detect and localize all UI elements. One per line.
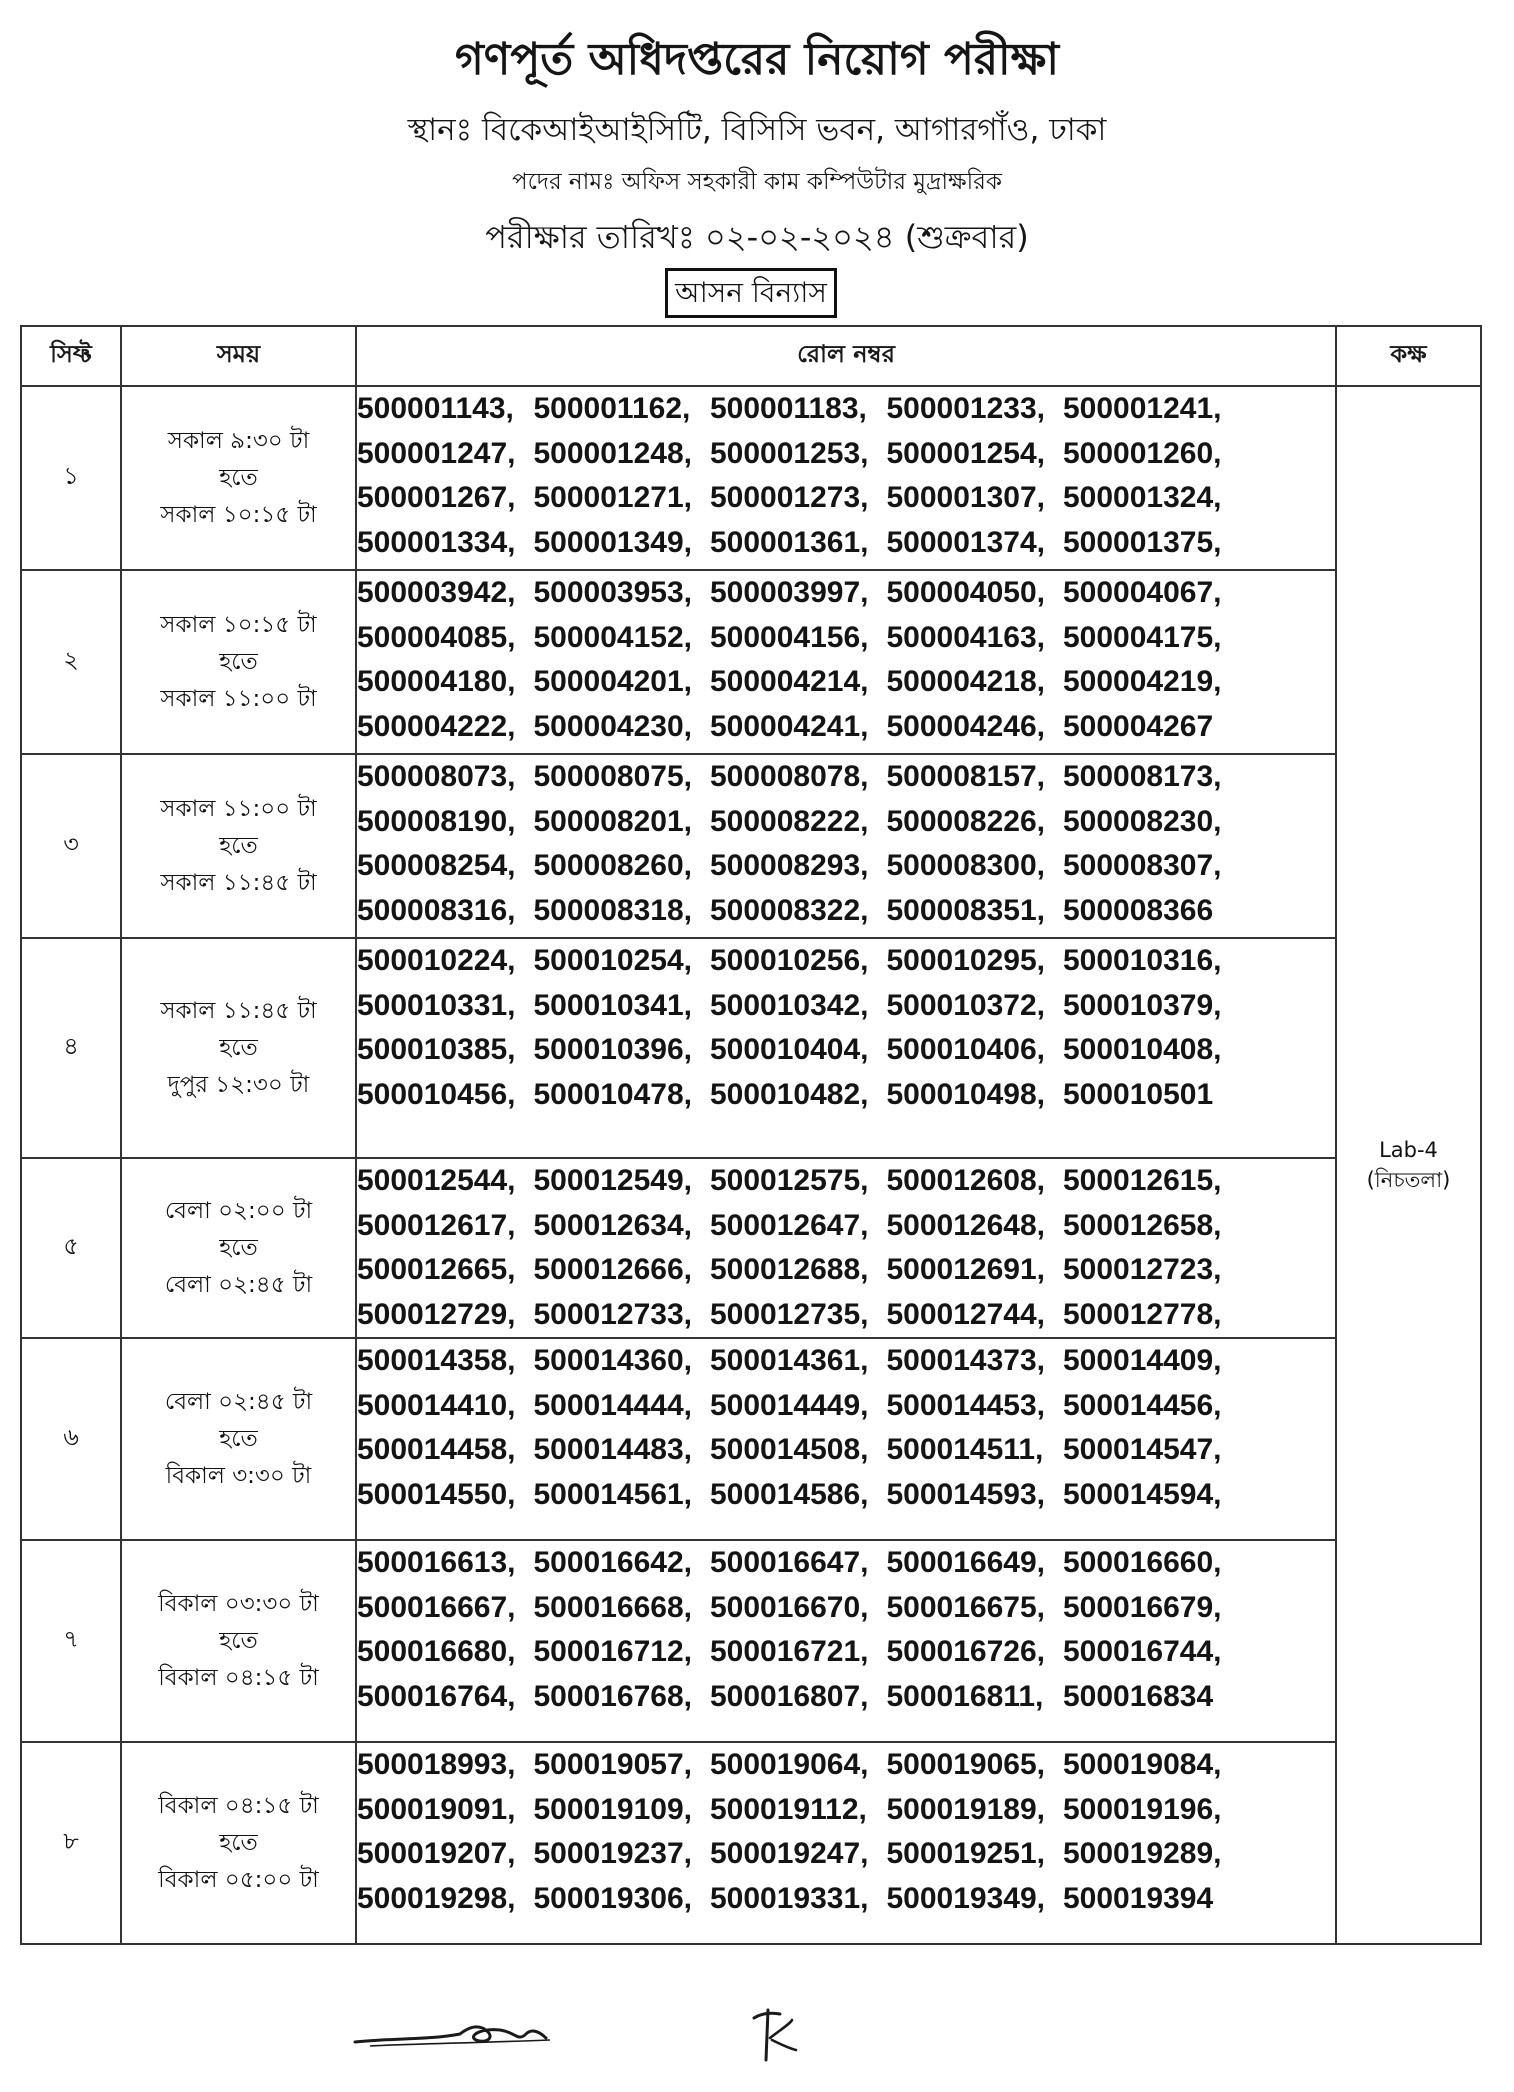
roll-number: 500008318, xyxy=(533,893,692,927)
roll-number: 500010406, xyxy=(886,1033,1045,1066)
roll-number: 500019331, xyxy=(710,1881,869,1915)
roll-number: 500019109, xyxy=(533,1792,692,1826)
roll-number: 500016811, xyxy=(886,1679,1044,1713)
column-header-roll: রোল নম্বর xyxy=(356,326,1336,386)
roll-number: 500003953, xyxy=(533,576,692,609)
roll-number: 500014360, xyxy=(533,1344,692,1377)
time-line: বেলা ০২:৪৫ টা xyxy=(164,1271,313,1298)
roll-numbers-cell xyxy=(356,1338,1336,1540)
roll-number: 500019057, xyxy=(533,1748,692,1781)
roll-number: 500016712, xyxy=(533,1635,692,1668)
time-line: সকাল ১০:১৫ টা xyxy=(160,611,317,638)
roll-number: 500012723, xyxy=(1063,1253,1222,1286)
roll-number: 500001267, xyxy=(357,481,516,514)
roll-number: 500010501 xyxy=(1063,1077,1214,1111)
roll-number: 500012688, xyxy=(710,1253,869,1286)
roll-number: 500010316, xyxy=(1063,944,1222,977)
roll-number: 500012733, xyxy=(533,1297,692,1331)
shift-row xyxy=(21,570,1481,754)
roll-number: 500016647, xyxy=(710,1546,869,1579)
seating-arrangement-label: আসন বিন্যাস xyxy=(665,268,837,318)
time-line: সকাল ১১:০০ টা xyxy=(160,685,317,712)
roll-number: 500014361, xyxy=(710,1344,869,1377)
roll-number: 500016680, xyxy=(357,1635,516,1668)
roll-number-list xyxy=(357,387,1335,565)
roll-number: 500010372, xyxy=(886,988,1045,1022)
signature-left xyxy=(350,2010,590,2060)
roll-number: 500001247, xyxy=(357,436,516,470)
roll-number: 500004175, xyxy=(1063,620,1222,654)
roll-number: 500016613, xyxy=(357,1546,516,1579)
roll-number: 500014586, xyxy=(710,1477,869,1511)
roll-number: 500010256, xyxy=(710,944,869,977)
roll-number: 500019196, xyxy=(1063,1792,1222,1826)
roll-number: 500004180, xyxy=(357,665,516,698)
roll-number: 500012544, xyxy=(357,1164,516,1197)
shift-time xyxy=(121,1338,356,1540)
roll-number: 500014373, xyxy=(886,1344,1045,1377)
roll-number: 500001183, xyxy=(710,392,867,425)
time-line: হতে xyxy=(219,1034,258,1061)
roll-number: 500019349, xyxy=(886,1881,1045,1915)
shift-number: ২ xyxy=(21,570,121,754)
roll-numbers-cell xyxy=(356,386,1336,570)
shift-time xyxy=(121,386,356,570)
roll-number: 500001361, xyxy=(710,525,869,559)
roll-number: 500014593, xyxy=(886,1477,1045,1511)
roll-number: 500004241, xyxy=(710,709,869,743)
roll-number: 500012729, xyxy=(357,1297,516,1331)
time-line: সকাল ১১:০০ টা xyxy=(160,795,317,822)
roll-number: 500008073, xyxy=(357,760,516,793)
roll-number: 500012634, xyxy=(533,1208,692,1242)
roll-number: 500001248, xyxy=(533,436,692,470)
roll-number: 500008300, xyxy=(886,849,1045,882)
roll-number: 500012658, xyxy=(1063,1208,1222,1242)
roll-number: 500016744, xyxy=(1063,1635,1222,1668)
roll-number: 500012735, xyxy=(710,1297,869,1331)
time-line: হতে xyxy=(219,1425,258,1452)
roll-number: 500004219, xyxy=(1063,665,1222,698)
roll-number: 500001271, xyxy=(533,481,692,514)
roll-number: 500008254, xyxy=(357,849,516,882)
roll-number: 500001324, xyxy=(1063,481,1222,514)
roll-number: 500012549, xyxy=(533,1164,692,1197)
roll-number: 500012778, xyxy=(1063,1297,1222,1331)
roll-number: 500019084, xyxy=(1063,1748,1222,1781)
roll-number: 500019394 xyxy=(1063,1881,1214,1915)
roll-number-list xyxy=(357,1541,1335,1719)
roll-number: 500019298, xyxy=(357,1881,516,1915)
roll-number: 500019112, xyxy=(710,1792,867,1826)
roll-number: 500012691, xyxy=(886,1253,1045,1286)
roll-number: 500008316, xyxy=(357,893,516,927)
roll-number: 500014547, xyxy=(1063,1433,1222,1466)
roll-numbers-cell xyxy=(356,938,1336,1158)
exam-date: পরীক্ষার তারিখঃ ০২-০২-২০২৪ (শুক্রবার) xyxy=(485,218,1029,256)
roll-number: 500014456, xyxy=(1063,1388,1222,1422)
shift-time xyxy=(121,1742,356,1944)
shift-time xyxy=(121,1158,356,1338)
roll-number: 500019091, xyxy=(357,1792,516,1826)
roll-number: 500008075, xyxy=(533,760,692,793)
roll-number: 500016675, xyxy=(886,1590,1045,1624)
roll-number-list xyxy=(357,571,1335,749)
roll-number: 500001260, xyxy=(1063,436,1222,470)
time-line: বিকাল ৩:৩০ টা xyxy=(165,1462,312,1489)
roll-number: 500010342, xyxy=(710,988,869,1022)
roll-number: 500016679, xyxy=(1063,1590,1222,1624)
roll-number: 500016642, xyxy=(533,1546,692,1579)
roll-number: 500001307, xyxy=(886,481,1045,514)
roll-number: 500004201, xyxy=(533,665,692,698)
shift-time xyxy=(121,938,356,1158)
roll-number: 500012608, xyxy=(886,1164,1045,1197)
roll-number: 500014508, xyxy=(710,1433,869,1466)
roll-number: 500004152, xyxy=(533,620,692,654)
time-line: বিকাল ০৫:০০ টা xyxy=(158,1866,319,1893)
shift-time xyxy=(121,1540,356,1742)
roll-number: 500012647, xyxy=(710,1208,869,1242)
shift-row xyxy=(21,938,1481,1158)
roll-number-list xyxy=(357,1743,1335,1921)
roll-number-list xyxy=(357,1159,1335,1337)
roll-number: 500010295, xyxy=(886,944,1045,977)
roll-number: 500016649, xyxy=(886,1546,1045,1579)
shift-number: ৩ xyxy=(21,754,121,938)
roll-number: 500004267 xyxy=(1063,709,1214,743)
roll-number: 500004163, xyxy=(886,620,1045,654)
roll-number: 500001253, xyxy=(710,436,869,470)
column-header-room: কক্ষ xyxy=(1336,326,1481,386)
roll-number: 500010498, xyxy=(886,1077,1045,1111)
roll-number: 500016768, xyxy=(533,1679,692,1713)
roll-number: 500001334, xyxy=(357,525,516,559)
roll-number: 500014409, xyxy=(1063,1344,1222,1377)
roll-number: 500010385, xyxy=(357,1033,516,1066)
shift-number: ৫ xyxy=(21,1158,121,1338)
roll-number: 500012575, xyxy=(710,1164,869,1197)
roll-number: 500008260, xyxy=(533,849,692,882)
roll-number: 500008307, xyxy=(1063,849,1222,882)
roll-number: 500004222, xyxy=(357,709,516,743)
shift-number: ৬ xyxy=(21,1338,121,1540)
roll-number: 500016660, xyxy=(1063,1546,1222,1579)
roll-number: 500008173, xyxy=(1063,760,1222,793)
roll-numbers-cell xyxy=(356,1540,1336,1742)
roll-number: 500001273, xyxy=(710,481,869,514)
roll-number: 500004230, xyxy=(533,709,692,743)
roll-number: 500016834 xyxy=(1063,1679,1214,1713)
shift-row xyxy=(21,1540,1481,1742)
roll-numbers-cell xyxy=(356,570,1336,754)
seating-table xyxy=(20,325,1482,1945)
roll-number: 500012615, xyxy=(1063,1164,1222,1197)
roll-number: 500019065, xyxy=(886,1748,1045,1781)
shift-number: ৪ xyxy=(21,938,121,1158)
roll-number: 500014550, xyxy=(357,1477,516,1511)
shift-row xyxy=(21,754,1481,938)
exam-venue: স্থানঃ বিকেআইআইসিটি, বিসিসি ভবন, আগারগাঁও, ঢাকা xyxy=(407,112,1107,148)
roll-number: 500004156, xyxy=(710,620,869,654)
time-line: হতে xyxy=(219,648,258,675)
time-line: সকাল ১১:৪৫ টা xyxy=(160,869,317,896)
time-line: দুপুর ১২:৩০ টা xyxy=(167,1071,310,1098)
roll-number: 500004218, xyxy=(886,665,1045,698)
roll-number: 500014449, xyxy=(710,1388,869,1422)
roll-number: 500008078, xyxy=(710,760,869,793)
roll-number: 500001374, xyxy=(886,525,1045,559)
time-line: বিকাল ০৪:১৫ টা xyxy=(158,1664,319,1691)
roll-number: 500012665, xyxy=(357,1253,516,1286)
roll-number: 500014453, xyxy=(886,1388,1045,1422)
time-line: হতে xyxy=(219,1627,258,1654)
roll-number: 500014511, xyxy=(886,1433,1044,1466)
roll-numbers-cell xyxy=(356,754,1336,938)
shift-number: ৮ xyxy=(21,1742,121,1944)
roll-number: 500016807, xyxy=(710,1679,869,1713)
roll-number: 500001162, xyxy=(533,392,691,425)
room-cell xyxy=(1336,386,1481,1944)
roll-number: 500014358, xyxy=(357,1344,516,1377)
roll-number: 500010456, xyxy=(357,1077,516,1111)
roll-number: 500014594, xyxy=(1063,1477,1222,1511)
time-line: বেলা ০২:৪৫ টা xyxy=(164,1388,313,1415)
roll-number-list xyxy=(357,939,1335,1117)
roll-number: 500008366 xyxy=(1063,893,1214,927)
roll-number: 500010379, xyxy=(1063,988,1222,1022)
roll-number: 500014444, xyxy=(533,1388,692,1422)
roll-number: 500012617, xyxy=(357,1208,516,1242)
roll-number: 500016667, xyxy=(357,1590,516,1624)
roll-number: 500010254, xyxy=(533,944,692,977)
roll-number: 500012744, xyxy=(886,1297,1045,1331)
roll-number: 500001143, xyxy=(357,392,514,425)
roll-numbers-cell xyxy=(356,1158,1336,1338)
shift-number: ৭ xyxy=(21,1540,121,1742)
roll-number: 500008222, xyxy=(710,804,869,838)
time-line: হতে xyxy=(219,832,258,859)
room-floor: (নিচতলা) xyxy=(1366,1168,1451,1192)
time-line: সকাল ৯:৩০ টা xyxy=(167,427,310,454)
roll-number: 500010224, xyxy=(357,944,516,977)
roll-number: 500008226, xyxy=(886,804,1045,838)
roll-number: 500010478, xyxy=(533,1077,692,1111)
roll-number: 500010482, xyxy=(710,1077,869,1111)
roll-number: 500010331, xyxy=(357,988,516,1022)
roll-number: 500008157, xyxy=(886,760,1045,793)
roll-number: 500019247, xyxy=(710,1837,869,1870)
roll-number: 500019251, xyxy=(886,1837,1045,1870)
roll-number: 500001241, xyxy=(1063,392,1222,425)
signature-right xyxy=(740,2000,820,2070)
roll-number: 500019189, xyxy=(886,1792,1045,1826)
post-name: পদের নামঃ অফিস সহকারী কাম কম্পিউটার মুদ্রাক্ষরিক xyxy=(512,169,1002,195)
roll-number: 500010396, xyxy=(533,1033,692,1066)
roll-number: 500008351, xyxy=(886,893,1045,927)
roll-number: 500014458, xyxy=(357,1433,516,1466)
document-title: গণপূর্ত অধিদপ্তরের নিয়োগ পরীক্ষা xyxy=(454,34,1060,85)
roll-number: 500016721, xyxy=(710,1635,869,1668)
roll-number: 500014483, xyxy=(533,1433,692,1466)
room-name: Lab-4 xyxy=(1379,1138,1438,1162)
roll-number: 500008230, xyxy=(1063,804,1222,838)
roll-number: 500001254, xyxy=(886,436,1045,470)
roll-number: 500019064, xyxy=(710,1748,869,1781)
roll-number: 500010404, xyxy=(710,1033,869,1066)
shift-number: ১ xyxy=(21,386,121,570)
roll-number: 500016726, xyxy=(886,1635,1045,1668)
roll-number-list xyxy=(357,1339,1335,1517)
roll-number: 500016670, xyxy=(710,1590,869,1624)
shift-time xyxy=(121,754,356,938)
roll-number: 500004214, xyxy=(710,665,869,698)
roll-numbers-cell xyxy=(356,1742,1336,1944)
roll-number: 500019289, xyxy=(1063,1837,1222,1870)
time-line: হতে xyxy=(219,1829,258,1856)
roll-number: 500016668, xyxy=(533,1590,692,1624)
roll-number: 500019237, xyxy=(533,1837,692,1870)
roll-number-list xyxy=(357,755,1335,933)
shift-row xyxy=(21,1742,1481,1944)
roll-number: 500003942, xyxy=(357,576,516,609)
table-header-row xyxy=(21,326,1481,386)
roll-number: 500004050, xyxy=(886,576,1045,609)
roll-number: 500001375, xyxy=(1063,525,1222,559)
roll-number: 500019207, xyxy=(357,1837,516,1870)
time-line: বিকাল ০৪:১৫ টা xyxy=(158,1792,319,1819)
column-header-shift: সিফ্ট xyxy=(21,326,121,386)
shift-row xyxy=(21,386,1481,570)
time-line: হতে xyxy=(219,464,258,491)
roll-number: 500004085, xyxy=(357,620,516,654)
roll-number: 500001233, xyxy=(886,392,1045,425)
shift-row xyxy=(21,1338,1481,1540)
roll-number: 500008201, xyxy=(533,804,692,838)
roll-number: 500008293, xyxy=(710,849,869,882)
roll-number: 500010408, xyxy=(1063,1033,1222,1066)
time-line: সকাল ১০:১৫ টা xyxy=(160,501,317,528)
column-header-time: সময় xyxy=(121,326,356,386)
roll-number: 500012666, xyxy=(533,1253,692,1286)
time-line: সকাল ১১:৪৫ টা xyxy=(160,997,317,1024)
roll-number: 500004246, xyxy=(886,709,1045,743)
time-line: বিকাল ০৩:৩০ টা xyxy=(158,1590,319,1617)
roll-number: 500014561, xyxy=(533,1477,692,1511)
roll-number: 500016764, xyxy=(357,1679,516,1713)
shift-time xyxy=(121,570,356,754)
roll-number: 500001349, xyxy=(533,525,692,559)
roll-number: 500018993, xyxy=(357,1748,516,1781)
shift-row xyxy=(21,1158,1481,1338)
roll-number: 500010341, xyxy=(533,988,692,1022)
time-line: বেলা ০২:০০ টা xyxy=(164,1197,313,1224)
roll-number: 500014410, xyxy=(357,1388,516,1422)
roll-number: 500019306, xyxy=(533,1881,692,1915)
roll-number: 500008190, xyxy=(357,804,516,838)
time-line: হতে xyxy=(219,1234,258,1261)
roll-number: 500003997, xyxy=(710,576,869,609)
roll-number: 500012648, xyxy=(886,1208,1045,1242)
roll-number: 500004067, xyxy=(1063,576,1222,609)
roll-number: 500008322, xyxy=(710,893,869,927)
